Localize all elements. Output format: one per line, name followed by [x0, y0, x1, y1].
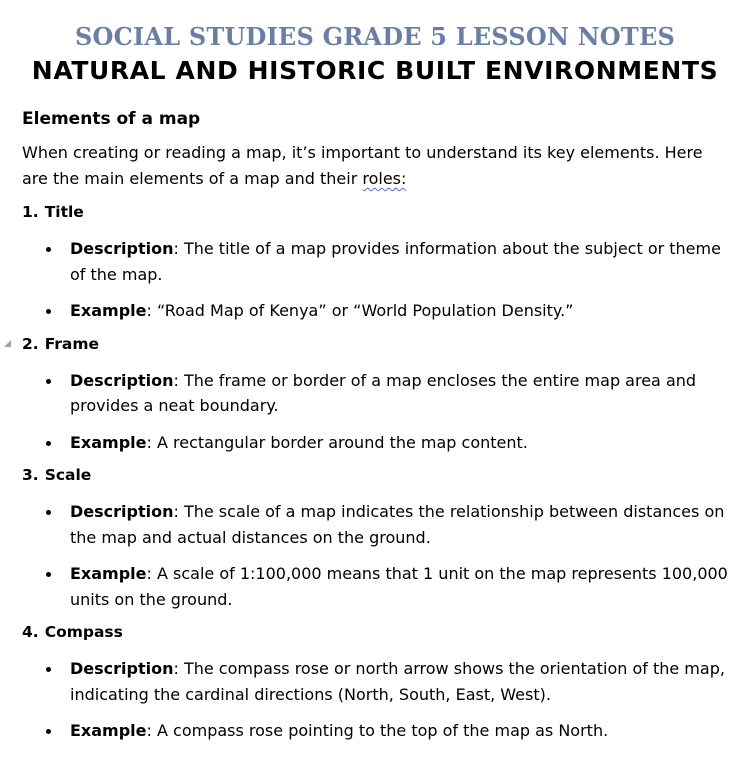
item-bullets: [22, 499, 728, 612]
map-element-item: [22, 462, 728, 612]
document-title: NATURAL AND HISTORIC BUILT ENVIRONMENTS: [31, 56, 719, 85]
example-label: Example: [70, 721, 147, 740]
example-bullet: [22, 298, 728, 324]
description-label: Description: [70, 659, 174, 678]
item-title: Title: [44, 203, 84, 221]
example-text: : A rectangular border around the map content.: [146, 432, 528, 452]
description-bullet: [22, 656, 728, 707]
item-heading: [22, 619, 728, 645]
description-label: Description: [70, 502, 174, 521]
item-heading: [22, 462, 728, 488]
bullet-dot-icon: [46, 379, 51, 384]
item-bullets: [22, 236, 728, 324]
description-bullet: [22, 499, 728, 550]
example-label: Example: [70, 301, 147, 320]
item-number: 4.: [22, 623, 39, 641]
bullet-dot-icon: [46, 667, 51, 672]
item-title: Frame: [44, 334, 100, 353]
example-bullet: [22, 718, 728, 744]
collapse-triangle-icon[interactable]: [4, 340, 11, 347]
description-label: Description: [70, 370, 174, 390]
item-number: 1.: [22, 203, 39, 221]
description-text: : The title of a map provides information about the subject or theme of the map.: [70, 239, 721, 284]
example-bullet: [22, 430, 728, 456]
spellcheck-flagged-word[interactable]: roles:: [362, 169, 407, 188]
example-label: Example: [70, 432, 147, 452]
example-text: : A compass rose pointing to the top of the map as North.: [146, 721, 609, 740]
section-heading: Elements of a map: [22, 109, 201, 129]
description-label: Description: [70, 239, 174, 258]
example-text: : A scale of 1:100,000 means that 1 unit on the map represents 100,000 units on the ground.: [70, 564, 728, 609]
bullet-dot-icon: [46, 247, 51, 252]
description-bullet: [22, 236, 728, 287]
item-title: Scale: [44, 466, 92, 484]
description-text: : The frame or border of a map encloses the entire map area and provides a neat boundary.: [70, 370, 697, 415]
bullet-dot-icon: [46, 572, 51, 577]
document-overline: SOCIAL STUDIES GRADE 5 LESSON NOTES: [75, 22, 675, 51]
example-bullet: [22, 561, 728, 612]
bullet-dot-icon: [46, 441, 51, 446]
example-label: Example: [70, 564, 147, 583]
map-element-item: [22, 199, 728, 324]
item-number: 3.: [22, 466, 39, 484]
item-title: Compass: [44, 623, 123, 641]
description-bullet: [22, 368, 728, 419]
description-text: : The scale of a map indicates the relationship between distances on the map and actual distances on the ground.: [70, 502, 725, 547]
item-number: 2.: [22, 334, 39, 353]
bullet-dot-icon: [46, 510, 51, 515]
description-text: : The compass rose or north arrow shows the orientation of the map, indicating the cardinal directions (North, South, East, West).: [70, 659, 725, 704]
intro-paragraph: [22, 140, 728, 192]
item-bullets: [22, 368, 728, 456]
example-text: : “Road Map of Kenya” or “World Population Density.”: [146, 301, 574, 320]
map-element-item: [22, 331, 728, 456]
bullet-dot-icon: [46, 309, 51, 314]
map-element-item: [22, 619, 728, 744]
intro-text: When creating or reading a map, it’s important to understand its key elements. Here are the main elements of a map and their: [22, 143, 703, 188]
item-bullets: [22, 656, 728, 744]
item-heading: [22, 331, 728, 357]
bullet-dot-icon: [46, 729, 51, 734]
item-heading: [22, 199, 728, 225]
document-body: [22, 106, 728, 744]
